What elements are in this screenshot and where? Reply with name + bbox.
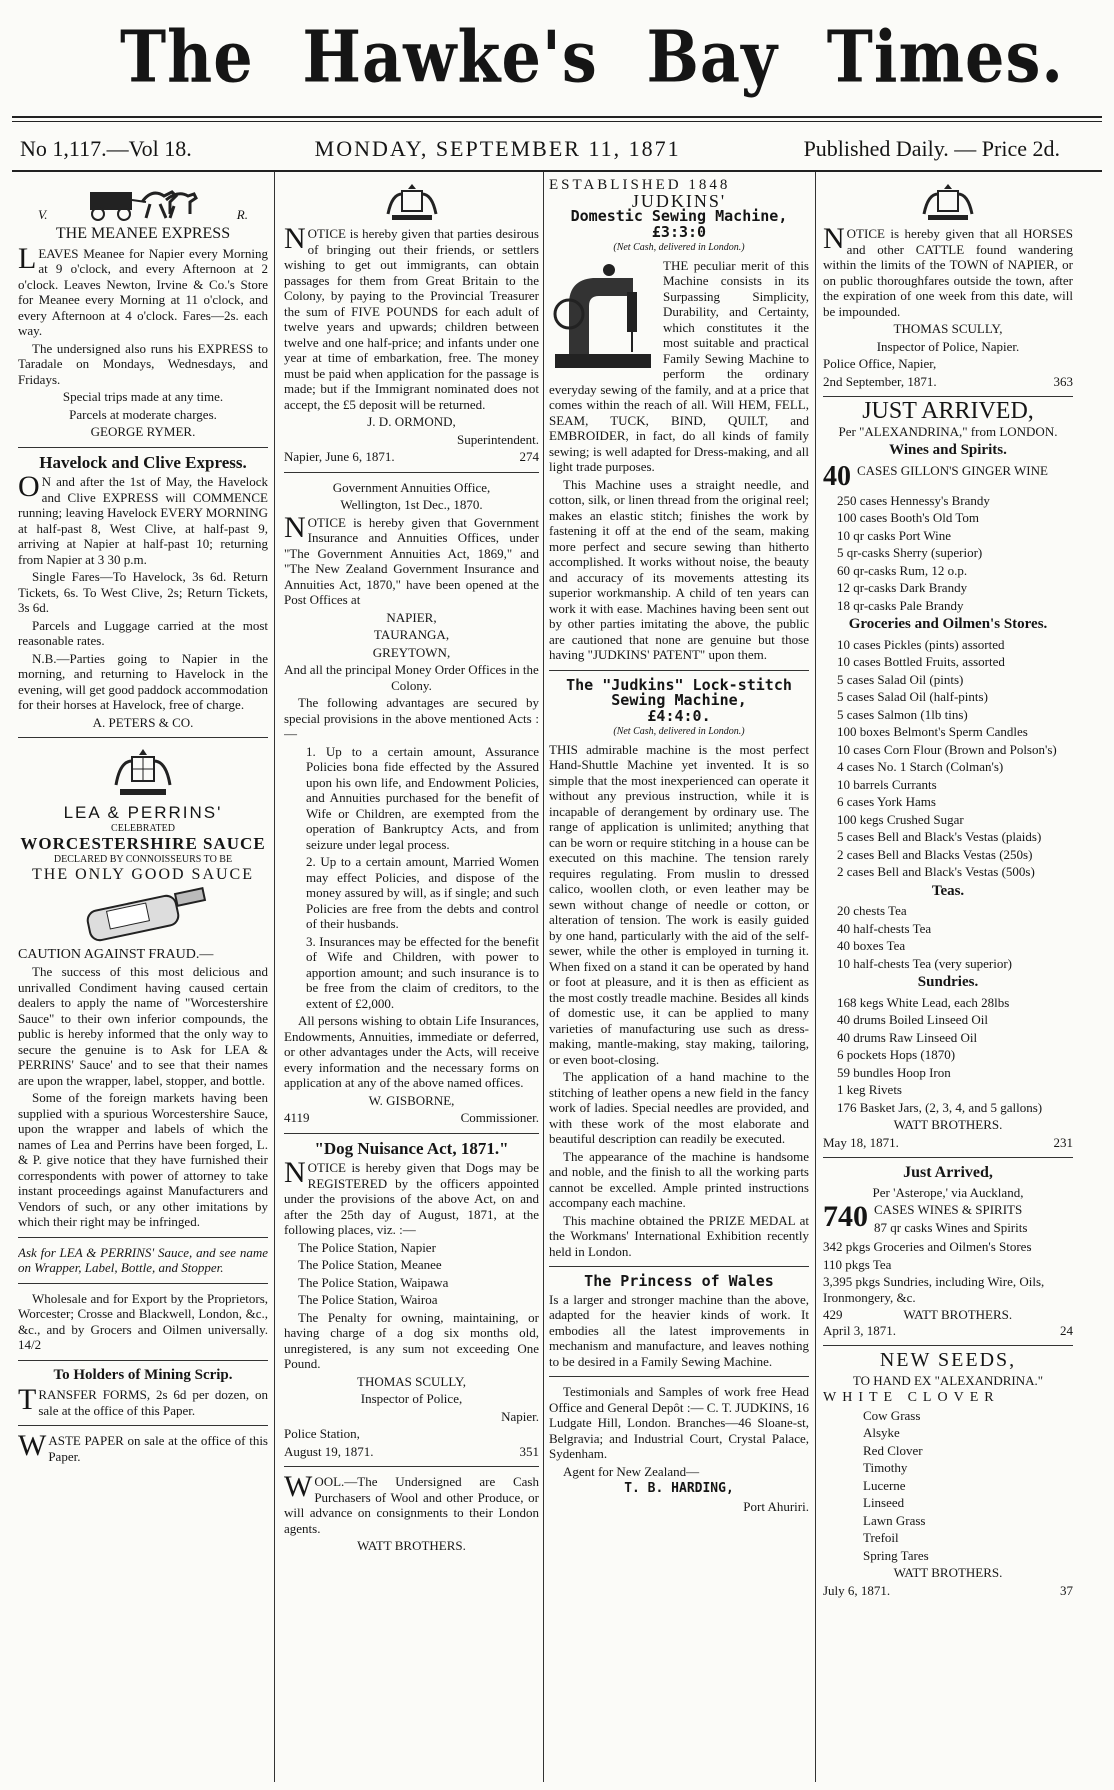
horses-notice: NOTICE is hereby given that all HORSES and other CATTLE found wandering within the limits of the TOWN of NAPIER, or on public thoroughfares outside the town, after the expiration of one week from this date, will be impounded. [823, 222, 1073, 319]
mining-title: To Holders of Mining Scrip. [53, 1366, 233, 1383]
grocery-item: 5 cases Salad Oil (pints) [837, 671, 964, 687]
dog-place-3: The Police Station, Waipawa [298, 1274, 449, 1290]
sundry-item: 40 drums Raw Linseed Oil [837, 1029, 978, 1045]
issue-date: MONDAY, SEPTEMBER 11, 1871 [314, 136, 681, 161]
lockstitch-title: The "Judkins" Lock-stitch Sewing Machine, [566, 675, 792, 709]
dog-act-title: "Dog Nuisance Act, 1871." [314, 1138, 509, 1158]
annuities-signature-title: Commissioner. [460, 1110, 539, 1125]
seed-item: Lawn Grass [863, 1512, 926, 1528]
dog-date: August 19, 1871. [284, 1443, 374, 1459]
royal-crest-icon [284, 182, 539, 222]
wine-item: 60 qr-casks Rum, 12 o.p. [837, 562, 968, 578]
seed-item: Lucerne [863, 1477, 906, 1493]
divider [284, 1133, 539, 1134]
grocery-item: 2 cases Bell and Blacks Vestas (250s) [837, 846, 1033, 862]
seed-item: Timothy [863, 1460, 908, 1475]
domestic-net: (Net Cash, delivered in London.) [613, 242, 745, 253]
meanee-title: THE MEANEE EXPRESS [55, 225, 231, 242]
masthead [0, 1, 1114, 111]
sauce-bottle-icon [18, 885, 268, 945]
annuities-place-3: GREYTOWN, [372, 644, 451, 660]
lea-sauce-title: WORCESTERSHIRE SAUCE [20, 834, 266, 853]
dog-number: 351 [519, 1443, 539, 1459]
annuities-signature: W. GISBORNE, [368, 1092, 455, 1108]
sundry-item: 168 kegs White Lead, each 28lbs [837, 994, 1010, 1010]
divider [823, 1157, 1073, 1158]
divider [284, 472, 539, 473]
sundry-item: 1 keg Rivets [837, 1082, 902, 1097]
lockstitch-body-2: The application of a hand machine to the stitching of leather opens a new field in the fancy work of ladies. Special needles are provided, and with these work of the most elaborate and beautiful description can readily be executed. [549, 1069, 809, 1146]
wool-notice: WOOL.—The Undersigned are Cash Purchasers of Wool and other Produce, or will advance on consignments to their London agents. [284, 1470, 539, 1536]
divider [18, 1425, 268, 1426]
havelock-nb: N.B.—Parties going to Napier in the morning, and returning to Havelock in the evening, will get good paddock accommodation for their horses at Havelock, free of charge. [18, 650, 268, 712]
grocery-item: 5 cases Salmon (1lb tins) [837, 706, 968, 722]
wine-item: 12 qr-casks Dark Brandy [837, 580, 968, 595]
wine-item: 100 cases Booth's Old Tom [837, 510, 980, 525]
seed-item: Spring Tares [863, 1547, 929, 1563]
masthead-hawkes: Hawke's [302, 14, 598, 98]
wines-first-item: CASES GILLON'S GINGER WINE [857, 462, 1048, 478]
just-arrived-2-item: 87 qr casks Wines and Spirits [874, 1219, 1028, 1235]
divider [18, 1237, 268, 1238]
princess-body: Is a larger and stronger machine than the above, adapted for the heavier kinds of work. It embodies all the latest improvements in mechanism and manufacture, and leaves nothing to be desired in a Family Sewing Machine. [549, 1291, 809, 1369]
domestic-body: THE peculiar merit of this Machine consists in its Surpassing Simplicity, Durability, and Certainty, which constitutes it the most suitable and practical Family Sewing Machine to perform the ordinary everyday sewing of the family, and at a price that comes within the reach of all. Will HEM, FELL, SEAM, TUCK, BIND, QUILT, and EMBROIDER, in fact, do all kinds of family sewing; is well adapted for Dress-making, and all light trade purposes. [549, 257, 809, 474]
just-arrived-per: Per "ALEXANDRINA," from LONDON. [838, 423, 1058, 439]
judkins-title: JUDKINS' [631, 190, 727, 211]
top-rule-thin [12, 121, 1102, 122]
wholesale-note: Wholesale and for Export by the Proprietors, Worcester; Crosse and Blackwell, London, &c., &c., and by Grocers and Oilmen universally. 14/2 [18, 1290, 268, 1352]
annuities-following: The following advantages are secured by special provisions in the above mentioned Acts :— [284, 695, 539, 741]
immigration-signature: J. D. ORMOND, [367, 414, 456, 429]
meanee-special: Special trips made at any time. [62, 389, 224, 404]
just-arrived-2-first: CASES WINES & SPIRITS [874, 1202, 1023, 1217]
lockstitch-body-4: This machine obtained the PRIZE MEDAL at the Workmans' International Exhibition recently held in London. [549, 1212, 809, 1259]
horses-date: 2nd September, 1871. [823, 373, 937, 389]
new-seeds-title: NEW SEEDS, [879, 1349, 1017, 1371]
annuities-notice: NOTICE is hereby given that Government Insurance and Annuities Offices, under "The Government Annuities Act, 1869," and "The New Zealand Government Insurance and Annuities Act, 1870," have been opened at the Post Offices at [284, 510, 539, 607]
sewing-machine-icon [549, 258, 657, 380]
masthead-the: The [120, 14, 254, 98]
domestic-price: £3:3:0 [651, 222, 707, 241]
masthead-times: Times. [826, 14, 1064, 98]
lea-declared: DECLARED BY CONNOISSEURS TO BE [53, 853, 233, 865]
grocery-item: 10 cases Pickles (pints) assorted [837, 636, 1005, 652]
lockstitch-price: £4:4:0. [647, 706, 711, 725]
tea-item: 40 boxes Tea [837, 938, 906, 953]
princess-title: The Princess of Wales [584, 1272, 774, 1290]
seed-item: Cow Grass [863, 1407, 921, 1423]
just-arrived-2-title: Just Arrived, [903, 1164, 993, 1181]
dog-place-2: The Police Station, Meanee [298, 1257, 442, 1272]
grocery-item: 10 cases Corn Flour (Brown and Polson's) [837, 741, 1057, 757]
annuities-item-1: 1. Up to a certain amount, Assurance Policies bona fide effected by the Assured upon his own life, and Endowment Policies, and Annuities purchased for the benefit of Wife or Children, are exempted from the operation of Bankruptcy Acts, and from seizure under legal process. [306, 743, 539, 852]
sundry-item: 6 pockets Hops (1870) [837, 1047, 956, 1062]
new-seeds-hand: TO HAND EX "ALEXANDRINA." [852, 1372, 1044, 1388]
immigration-signature-title: Superintendent. [457, 431, 539, 447]
caution-title: CAUTION AGAINST FRAUD.— [18, 946, 214, 962]
caution-body-2: Some of the foreign markets having been supplied with a spurious Worcestershire Sauce, upon the wrapper and labels of which the names of Lea and Perrins have been forged, L. & P. give notice that they have furnished their correspondents with power of attorney to take instant proceedings against Manufacturers and Vendors of such, or any other imitations by which their right may be infringed. [18, 1090, 268, 1229]
tea-item: 10 half-chests Tea (very superior) [837, 955, 1013, 971]
seeds-first: WHITE CLOVER [823, 1390, 1000, 1405]
seed-item: Linseed [863, 1495, 905, 1510]
meanee-v: V. [38, 206, 48, 222]
column-divider [274, 172, 275, 1782]
transfer-forms: TRANSFER FORMS, 2s 6d per dozen, on sale at the office of this Paper. [18, 1383, 268, 1418]
divider [549, 1266, 809, 1267]
just-arrived-2-item: 110 pkgs Tea [823, 1256, 892, 1272]
divider [549, 1376, 809, 1377]
just-arrived-740: 740 [823, 1200, 868, 1233]
royal-crest-icon [823, 182, 1073, 222]
grocery-item: 4 cases No. 1 Starch (Colman's) [837, 759, 1004, 774]
divider [18, 447, 268, 448]
just-arrived-2-item: 3,395 pkgs Sundries, including Wire, Oils, Ironmongery, &c. [823, 1274, 1045, 1305]
immigration-date: Napier, June 6, 1871. [284, 449, 395, 464]
wines-title: Wines and Spirits. [889, 442, 1007, 458]
agent-line: Agent for New Zealand— [563, 1463, 700, 1479]
caution-body: The success of this most delicious and unrivalled Condiment having caused certain dealers to apply the name of "Worcestershire Sauce" to their own inferior compounds, the public is hereby informed that the only way to secure the genuine is to Ask for LEA & PERRINS' Sauce' and to see that their names are upon the wrapper, label, stopper, and bottle. [18, 964, 268, 1088]
lea-title: LEA & PERRINS' [63, 803, 223, 822]
sundry-item: 59 bundles Hoop Iron [837, 1064, 951, 1080]
divider [18, 1283, 268, 1284]
annuities-place-2: TAURANGA, [373, 627, 450, 642]
domestic-title: Domestic Sewing Machine, [570, 207, 788, 225]
masthead-bay: Bay [646, 14, 779, 98]
horses-signature-title: Inspector of Police, Napier. [876, 338, 1020, 354]
grocery-item: 10 barrels Currants [837, 776, 937, 792]
annuities-number: 4119 [284, 1110, 310, 1125]
lockstitch-net: (Net Cash, delivered in London.) [613, 726, 745, 737]
watt-signature-3: WATT BROTHERS. [893, 1565, 1003, 1580]
havelock-body: ON and after the 1st of May, the Havelock and Clive EXPRESS will COMMENCE running; leaving Havelock EVERY MORNING at half-past 8, West Clive, at half-past 9, arriving at Napier at half-past 10; returning from Napier at 3 30 p.m. [18, 470, 268, 567]
dog-signature-title: Inspector of Police, [360, 1391, 463, 1406]
lockstitch-body-3: The appearance of the machine is handsome and noble, and the finish to all the working parts cannot be excelled. Ample printed instructions accompany each machine. [549, 1148, 809, 1210]
watt-number-3: 37 [1060, 1582, 1073, 1598]
watt-number-2: 429 [823, 1307, 843, 1322]
lea-only-good: THE ONLY GOOD SAUCE [31, 866, 254, 883]
agent-place: Port Ahuriri. [743, 1498, 809, 1514]
column-3 [549, 178, 809, 1778]
watt-date-3: July 6, 1871. [823, 1582, 891, 1598]
teas-title: Teas. [931, 882, 965, 899]
stagecoach-cut-icon [82, 178, 202, 222]
watt-date-1: May 18, 1871. [823, 1134, 899, 1150]
havelock-parcels: Parcels and Luggage carried at the most reasonable rates. [18, 617, 268, 648]
divider [18, 1360, 268, 1361]
annuities-all-persons: All persons wishing to obtain Life Insurances, Endowments, Annuities, immediate or deferred, or other advantages under the Acts, will receive every information and the necessary forms on application at any of the above named offices. [284, 1013, 539, 1090]
watt-date-2: April 3, 1871. [823, 1322, 896, 1338]
annuities-item-2: 2. Up to a certain amount, Married Women may effect Policies, and dispose of the money assured by will, as if single; and such Policies are free from the debts and control of their husbands. [306, 854, 539, 931]
dog-signature-place: Napier. [501, 1408, 539, 1424]
horses-number: 363 [1053, 373, 1073, 389]
dog-police-station: Police Station, [284, 1426, 360, 1441]
info-rule [12, 170, 1102, 172]
annuities-office: Government Annuities Office, [332, 479, 491, 495]
meanee-parcels: Parcels at moderate charges. [69, 406, 217, 422]
just-arrived-title: JUST ARRIVED, [862, 398, 1034, 424]
tea-item: 40 half-chests Tea [837, 920, 932, 936]
havelock-signature: A. PETERS & CO. [92, 714, 194, 730]
horses-signature: THOMAS SCULLY, [893, 321, 1003, 336]
horses-office: Police Office, Napier, [823, 356, 937, 371]
groceries-title: Groceries and Oilmen's Stores. [848, 616, 1048, 632]
meanee-signature: GEORGE RYMER. [90, 424, 196, 439]
ask-for-lea: Ask for LEA & PERRINS' Sauce, and see name on Wrapper, Label, Bottle, and Stopper. [18, 1244, 268, 1275]
grocery-item: 100 kegs Crushed Sugar [837, 811, 964, 827]
royal-crest-icon [18, 745, 268, 801]
dog-penalty: The Penalty for owning, maintaining, or having charge of a dog six months old, unregistered, is any sum not exceeding One Pound. [284, 1309, 539, 1371]
sundry-item: 176 Basket Jars, (2, 3, 4, and 5 gallons) [837, 1099, 1043, 1115]
divider [549, 670, 809, 671]
column-1 [18, 178, 268, 1778]
column-divider [815, 172, 816, 1782]
issue-info-bar [20, 132, 1060, 166]
divider [18, 737, 268, 738]
wines-40: 40 [823, 460, 851, 492]
dog-signature: THOMAS SCULLY, [357, 1373, 466, 1389]
testimonials: Testimonials and Samples of work free Head Office and General Depôt :— C. T. JUDKINS, 16 Ludgate Hill, London. Branches—46 Sloane-st, Belgravia; and Industrial Court, Crystal Palace, Sydenham. [549, 1384, 809, 1461]
havelock-fares: Single Fares—To Havelock, 3s 6d. Return Tickets, 6s. To West Clive, 2s; Return Tickets, 3s 6d. [18, 569, 268, 615]
established-line: ESTABLISHED 1848 [549, 178, 731, 193]
agent-name: T. B. HARDING, [624, 1481, 734, 1496]
grocery-item: 100 boxes Belmont's Sperm Candles [837, 724, 1028, 739]
divider [823, 1345, 1073, 1346]
wine-item: 5 qr-casks Sherry (superior) [837, 545, 983, 560]
lockstitch-body: THIS admirable machine is the most perfect Hand-Shuttle Machine yet invented. It is so simple that the most inexperienced can operate it without any previous instruction, while it is incapable of derangement by ordinary use. The range of application is unlimited; anything that can be worn or require stitching in a house can be executed on this machine. The tension rarely requires regulating. From muslin to dressed calico, woollen cloth, or even leather may be sewn without change of needle or cotton, or alteration of tension. The work is easily guided by one hand, particularly with the aid of the self-sewer, while the other is employed in turning it. When fixed on a stand it can be operated by hand or foot at pleasure, and it is then as efficient as the most costly treadle machine. Besides all kinds of domestic use, it can be applied to many varieties of manufacturing use such as dress-making, mantle-making, stay making, tailoring, or even boot-closing. [549, 741, 809, 1067]
published-price: Published Daily. — Price 2d. [803, 136, 1060, 161]
annuities-item-3: 3. Insurances may be effected for the benefit of Wife and Children, with power to apportion amount; and such insurance is to be free from the claim of creditors, to the extent of £2,000. [306, 933, 539, 1011]
havelock-title: Havelock and Clive Express. [39, 452, 247, 472]
divider [823, 396, 1073, 397]
watt-number-1: 231 [1053, 1134, 1073, 1150]
wine-item: 18 qr-casks Pale Brandy [837, 597, 964, 613]
divider [284, 1466, 539, 1467]
meanee-body2: The undersigned also runs his EXPRESS to Taradale on Mondays, Wednesdays, and Fridays. [18, 340, 268, 387]
seed-item: Alsyke [863, 1425, 900, 1440]
immigration-number: 274 [519, 449, 539, 464]
dog-act-body: NOTICE is hereby given that Dogs may be REGISTERED by the officers appointed under the provisions of the above Act, on and after the 25th day of August, 1871, at the following places, viz. :— [284, 1156, 539, 1237]
tea-item: 20 chests Tea [837, 903, 907, 918]
issue-number: No 1,117.—Vol 18. [20, 136, 192, 161]
wool-signature: WATT BROTHERS. [357, 1538, 466, 1553]
lea-celebrated: CELEBRATED [111, 822, 175, 834]
annuities-office-date: Wellington, 1st Dec., 1870. [340, 497, 483, 512]
immigration-notice: NOTICE is hereby given that parties desirous of bringing out their friends, or settlers wishing to get out immigrants, can obtain passages for them from Great Britain to the Colony, by paying to the Provincial Treasurer the sum of FIVE POUNDS for each adult of twelve years and upwards; children between twelve and one half-price; and infants under one year at time of embarkation, free. The money must be paid when application for the passage is made; but if the Immigrant nominated does not accept, the £5 deposit will be returned. [284, 222, 539, 412]
grocery-item: 2 cases Bell and Black's Vestas (500s) [837, 864, 1035, 879]
just-arrived-2-item: 342 pkgs Groceries and Oilmen's Stores [823, 1239, 1032, 1254]
grocery-item: 10 cases Bottled Fruits, assorted [837, 654, 1005, 669]
wine-item: 250 cases Hennessy's Brandy [837, 492, 990, 508]
dog-place-1: The Police Station, Napier [298, 1239, 436, 1255]
sundry-item: 40 drums Boiled Linseed Oil [837, 1012, 988, 1027]
column-4 [823, 178, 1073, 1778]
grocery-item: 5 cases Bell and Black's Vestas (plaids) [837, 829, 1042, 844]
meanee-body: LEAVES Meanee for Napier every Morning at 9 o'clock, and every Afternoon at 2 o'clock. Leaves Newton, Irvine & Co.'s Store for Meanee every Morning at 11 o'clock, and every Afternoon at 4 o'clock. Fares—2s. each way. [18, 241, 268, 338]
annuities-place-1: NAPIER, [386, 609, 437, 625]
annuities-and: And all the principal Money Order Offices in the Colony. [284, 662, 539, 693]
sundries-title: Sundries. [917, 974, 979, 990]
watt-num-2: 24 [1060, 1322, 1073, 1338]
dog-place-4: The Police Station, Wairoa [298, 1292, 438, 1307]
meanee-r: R. [236, 206, 248, 222]
waste-paper: WASTE PAPER on sale at the office of this Paper. [18, 1429, 268, 1464]
top-rule [12, 116, 1102, 118]
seed-item: Red Clover [863, 1442, 923, 1458]
just-arrived-2-per: Per 'Asterope,' via Auckland, [872, 1184, 1024, 1200]
wine-item: 10 qr casks Port Wine [837, 527, 952, 543]
column-divider [543, 172, 544, 1782]
domestic-body-2: This Machine uses a straight needle, and cotton, silk, or linen thread from the original reel; makes an elastic stitch; finishes the work by fastening it off at the end of the seam, making more perfect and secure sewing than hitherto accomplished. It works without noise, the beauty and accuracy of its movements attesting its superior workmanship. A child of ten years can work it with ease. Machines having been sent out by other parties imitating the above, the public are cautioned that none are genuine but those having "JUDKINS' PATENT" upon them. [549, 476, 809, 662]
grocery-item: 6 cases York Hams [837, 794, 936, 809]
grocery-item: 5 cases Salad Oil (half-pints) [837, 689, 988, 704]
watt-signature-2: WATT BROTHERS. [903, 1307, 1013, 1322]
seed-item: Trefoil [863, 1530, 899, 1545]
column-2 [284, 178, 539, 1778]
watt-signature-1: WATT BROTHERS. [893, 1117, 1003, 1132]
